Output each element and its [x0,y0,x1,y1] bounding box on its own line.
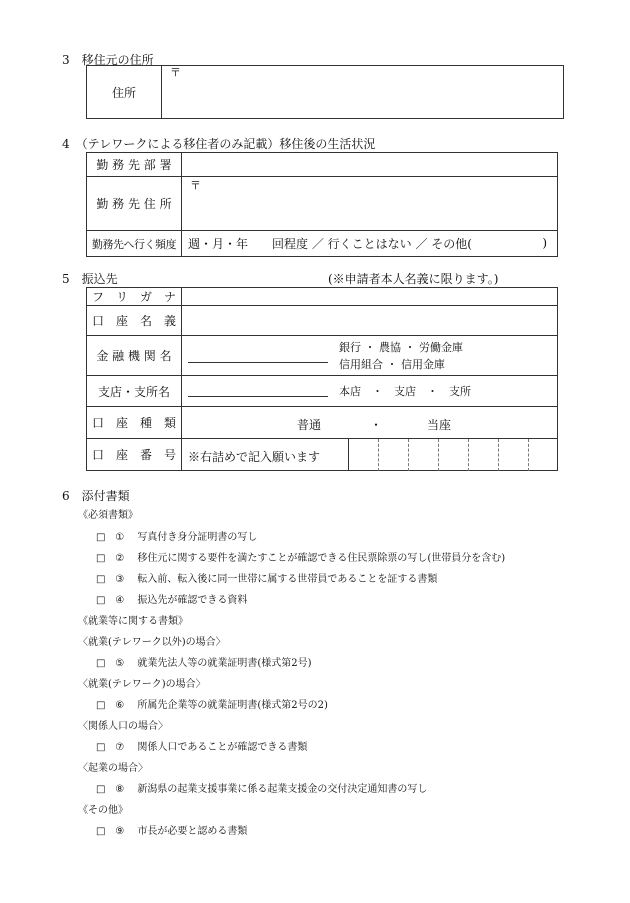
account-type-field[interactable] [182,406,558,438]
checkbox-icon[interactable]: □ [96,532,106,543]
checkbox-icon[interactable]: □ [96,658,106,669]
doc-item-1[interactable]: □ ① 写真付き身分証明書の写し [96,532,258,543]
workplace-address-label: 勤 務 先 住 所 [87,177,182,231]
startup-header: 〈起業の場合〉 [78,763,148,774]
bank-name-underline [188,362,328,363]
bank-name-label: 金 融 機 関 名 [87,336,182,376]
digit-box-divider [438,439,439,471]
related-population-header: 〈関係人口の場合〉 [78,721,168,732]
bank-account-table [86,287,558,471]
branch-name-field[interactable] [182,376,558,406]
branch-name-underline [188,396,328,397]
postal-mark: 〒 [190,179,201,192]
doc-item-4[interactable]: □ ④ 振込先が確認できる資料 [96,595,248,606]
account-type-normal[interactable]: 普通 [297,417,322,432]
doc-item-6[interactable]: □ ⑥ 所属先企業等の就業証明書(様式第2号の2) [96,700,328,711]
digit-box-divider [468,439,469,471]
doc-item-8[interactable]: □ ⑧ 新潟県の起業支援事業に係る起業支援金の交付決定通知書の写し [96,784,428,795]
employment-docs-header: 《就業等に関する書類》 [78,616,188,627]
workplace-department-label: 勤 務 先 部 署 [87,153,182,177]
digit-box-divider [528,439,529,471]
address-label: 住所 [87,66,162,119]
visit-frequency-field[interactable] [182,231,558,257]
checkbox-icon[interactable]: □ [96,553,106,564]
branch-name-label: 支店・支所名 [87,376,182,406]
doc-item-2[interactable]: □ ② 移住元に関する要件を満たすことが確認できる住民票除票の写し(世帯員分を含む) [96,553,506,564]
digit-box-divider [408,439,409,471]
branch-type-options: 本店 ・ 支店 ・ 支所 [339,385,471,399]
former-address-field[interactable] [162,66,564,119]
section6-title: 6 添付書類 [62,489,130,503]
account-type-dot: ・ [370,417,383,432]
account-type-label: 口 座 種 類 [87,406,182,438]
account-number-field[interactable] [182,438,558,470]
section4-title: 4 （テレワークによる移住者のみ記載）移住後の生活状況 [62,137,376,151]
doc-item-9[interactable]: □ ⑨ 市長が必要と認める書類 [96,826,248,837]
workplace-department-field[interactable] [182,153,558,177]
bank-type-options-1: 銀行 ・ 農協 ・ 労働金庫 [339,341,463,355]
postal-mark: 〒 [170,66,181,79]
other-header: 《その他》 [78,805,128,816]
doc-item-7[interactable]: □ ⑦ 関係人口であることが確認できる書類 [96,742,308,753]
visit-frequency-label: 勤務先へ行く頻度 [87,231,182,257]
bank-type-options-2: 信用組合 ・ 信用金庫 [339,358,445,372]
doc-item-5[interactable]: □ ⑤ 就業先法人等の就業証明書(様式第2号) [96,658,312,669]
digit-box-divider [498,439,499,471]
non-telework-header: 〈就業(テレワーク以外)の場合〉 [78,637,226,648]
required-docs-header: 《必須書類》 [78,510,138,521]
doc-item-3[interactable]: □ ③ 転入前、転入後に同一世帯に属する世帯員であることを証する書類 [96,574,438,585]
account-type-current[interactable]: 当座 [427,417,452,432]
account-number-label: 口 座 番 号 [87,438,182,470]
checkbox-icon[interactable]: □ [96,742,106,753]
section3-title: 3 移住元の住所 [62,53,154,67]
checkbox-icon[interactable]: □ [96,595,106,606]
account-holder-note: (※申請者本人名義に限ります。) [328,272,499,286]
account-name-label: 口 座 名 義 [87,306,182,336]
digit-box-divider [348,439,349,471]
workplace-address-field[interactable] [182,177,558,231]
checkbox-icon[interactable]: □ [96,784,106,795]
living-status-table [86,152,558,257]
checkbox-icon[interactable]: □ [96,700,106,711]
bank-name-field[interactable] [182,336,558,376]
telework-header: 〈就業(テレワーク)の場合〉 [78,679,206,690]
checkbox-icon[interactable]: □ [96,574,106,585]
furigana-label: フ リ ガ ナ [87,288,182,306]
checkbox-icon[interactable]: □ [96,826,106,837]
visit-frequency-options: 週・月・年 回程度 ／ 行くことはない ／ その他( [188,237,472,251]
furigana-field[interactable] [182,288,558,306]
frequency-close-paren: ) [542,236,547,250]
account-name-field[interactable] [182,306,558,336]
former-address-table [86,65,564,119]
account-number-note: ※右詰めで記入願います [188,449,321,464]
digit-box-divider [378,439,379,471]
section5-title: 5 振込先 [62,272,118,286]
